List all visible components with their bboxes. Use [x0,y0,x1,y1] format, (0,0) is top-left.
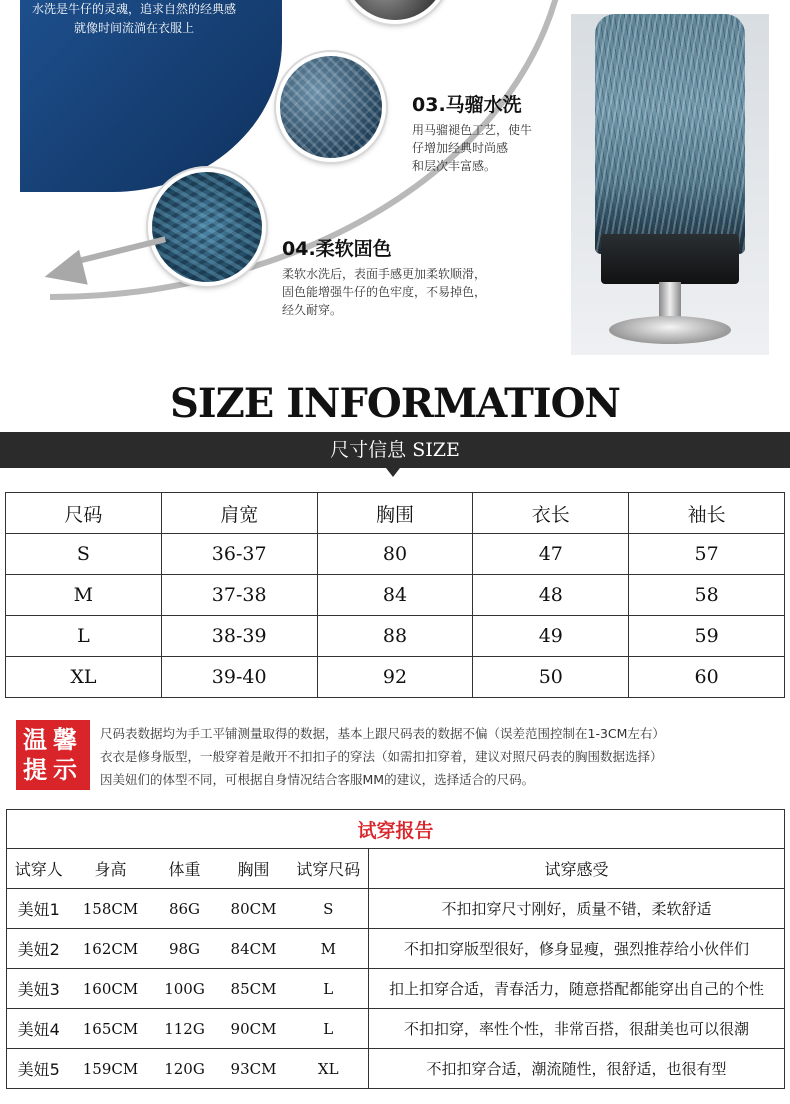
report-cell: 美妞3 [7,969,71,1009]
size-cell: 58 [629,575,785,616]
size-cell: 36-37 [161,534,317,575]
step-title: 03.马骝水洗 [412,94,522,116]
step-soft-color [282,234,542,319]
report-cell: 美妞5 [7,1049,71,1089]
report-row [7,1049,785,1089]
report-cell: 158CM [71,889,151,929]
report-cell: 美妞4 [7,1009,71,1049]
size-cell: S [6,534,162,575]
horse-wash-fabric-image [276,52,386,162]
report-cell: 80CM [219,889,289,929]
step-desc-line: 和层次丰富感。 [412,159,497,173]
size-row [6,575,785,616]
report-cell: S [289,889,369,929]
warm-tip-badge-line: 温馨 [23,726,83,754]
size-cell: 80 [317,534,473,575]
report-cell: 不扣扣穿尺寸刚好，质量不错，柔软舒适 [369,889,785,929]
report-cell: 93CM [219,1049,289,1089]
size-table [5,492,785,698]
washing-brush-photo [571,14,769,355]
size-cell: 39-40 [161,657,317,698]
size-heading: SIZE INFORMATION [170,380,620,427]
report-cell: 美妞2 [7,929,71,969]
warm-tip-text [100,722,790,791]
report-row [7,889,785,929]
report-col-header: 试穿人 [7,849,71,889]
size-col-header: 袖长 [629,493,785,534]
size-cell: L [6,616,162,657]
brush-foot [609,316,731,344]
report-header-row [7,849,785,889]
step-desc-line: 仔增加经典时尚感 [412,141,509,155]
report-cell: 不扣扣穿合适，潮流随性，很舒适，也很有型 [369,1049,785,1089]
step-desc-line: 固色能增强牛仔的色牢度，不易掉色， [282,285,487,299]
report-cell: 112G [151,1009,219,1049]
warm-tip-line: 因美妞们的体型不同，可根据自身情况结合客服MM的建议，选择适合的尺码。 [100,772,535,787]
size-cell: XL [6,657,162,698]
report-cell: 不扣扣穿，率性个性，非常百搭，很甜美也可以很潮 [369,1009,785,1049]
size-cell: 48 [473,575,629,616]
size-row [6,534,785,575]
intro-line-1: 水洗是牛仔的灵魂，追求自然的经典感 [32,2,237,16]
size-bar-pointer [386,468,400,477]
step-desc [282,265,542,319]
report-cell: 100G [151,969,219,1009]
size-cell: 49 [473,616,629,657]
size-cell: 60 [629,657,785,698]
report-cell: 165CM [71,1009,151,1049]
report-cell: 162CM [71,929,151,969]
report-cell: 美妞1 [7,889,71,929]
size-cell: 59 [629,616,785,657]
step-desc-line: 经久耐穿。 [282,303,343,317]
size-cell: 47 [473,534,629,575]
report-cell: XL [289,1049,369,1089]
report-cell: 84CM [219,929,289,969]
size-col-header: 胸围 [317,493,473,534]
soft-color-fabric-image [148,168,266,286]
brush-base [601,234,739,284]
size-bar [0,432,790,468]
report-cell: 159CM [71,1049,151,1089]
size-col-header: 尺码 [6,493,162,534]
size-row [6,616,785,657]
report-cell: 98G [151,929,219,969]
report-cell: M [289,929,369,969]
step-desc-line: 柔软水洗后，表面手感更加柔软顺滑， [282,267,487,281]
report-cell: L [289,1009,369,1049]
intro-line-2: 就像时间流淌在衣服上 [74,21,195,35]
size-cell: 37-38 [161,575,317,616]
warm-tip-line: 尺码表数据均为手工平铺测量取得的数据，基本上跟尺码表的数据不偏（误差范围控制在1-3CM左右） [100,726,665,741]
brush-bristles [595,14,745,254]
report-col-header: 胸围 [219,849,289,889]
size-cell: 84 [317,575,473,616]
step-title: 04.柔软固色 [282,238,392,260]
report-cell: 120G [151,1049,219,1089]
size-cell: M [6,575,162,616]
report-cell: L [289,969,369,1009]
try-on-report-table [6,809,785,1089]
size-cell: 92 [317,657,473,698]
report-cell: 不扣扣穿版型很好，修身显瘦，强烈推荐给小伙伴们 [369,929,785,969]
size-cell: 38-39 [161,616,317,657]
report-cell: 90CM [219,1009,289,1049]
report-row [7,1009,785,1049]
wash-process-section [0,0,790,370]
report-cell: 160CM [71,969,151,1009]
report-cell: 扣上扣穿合适，青春活力，随意搭配都能穿出自己的个性 [369,969,785,1009]
report-col-header: 试穿尺码 [289,849,369,889]
size-table-header [6,493,785,534]
warm-tip-badge-line: 提示 [23,756,83,784]
size-bar-en: SIZE [412,439,460,461]
size-col-header: 肩宽 [161,493,317,534]
size-bar-cn: 尺寸信息 [330,439,407,461]
report-col-header: 试穿感受 [369,849,785,889]
report-title: 试穿报告 [7,810,785,849]
size-cell: 57 [629,534,785,575]
report-row [7,929,785,969]
step-desc [412,121,572,175]
step-desc-line: 用马骝褪色工艺，使牛 [412,123,533,137]
warm-tip-line: 衣衣是修身版型，一般穿着是敞开不扣扣子的穿法（如需扣扣穿着，建议对照尺码表的胸围数据选择） [100,749,663,764]
report-col-header: 体重 [151,849,219,889]
report-cell: 85CM [219,969,289,1009]
report-col-header: 身高 [71,849,151,889]
size-col-header: 衣长 [473,493,629,534]
size-row [6,657,785,698]
size-cell: 50 [473,657,629,698]
warm-tip-badge [16,720,90,790]
report-cell: 86G [151,889,219,929]
report-row [7,969,785,1009]
size-cell: 88 [317,616,473,657]
step-horse-wash [412,90,572,175]
